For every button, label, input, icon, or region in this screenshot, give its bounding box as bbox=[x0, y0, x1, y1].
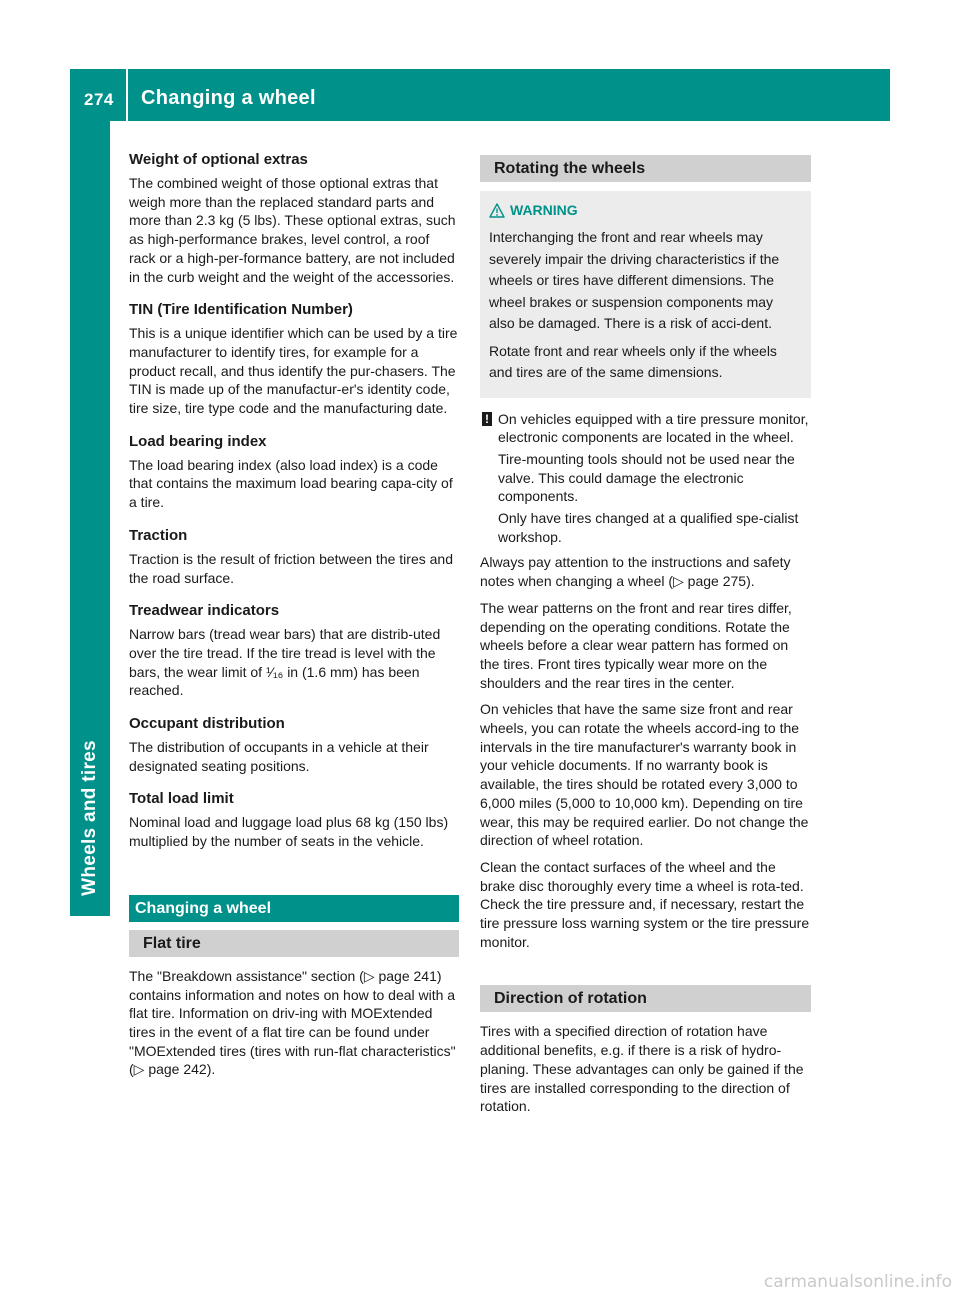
term-body: Narrow bars (tread wear bars) that are distrib-uted over the tire tread. If the tire tread is level with the bars, the wear limit of ¹⁄₁₆ in (1.6 mm) has been reached. bbox=[129, 626, 441, 699]
term-body: Traction is the result of friction between the tires and the road surface. bbox=[129, 550, 453, 586]
warning-label: WARNING bbox=[510, 202, 578, 218]
term-title: Traction bbox=[129, 526, 188, 544]
header-divider bbox=[126, 69, 128, 121]
subsection-heading-flat-tire: Flat tire bbox=[129, 930, 459, 957]
warning-triangle-icon bbox=[489, 203, 505, 218]
watermark: carmanualsonline.info bbox=[763, 1272, 952, 1292]
side-chapter-label: Wheels and tires bbox=[79, 739, 101, 896]
paragraph: Always pay attention to the instructions and safety notes when changing a wheel (▷ page 275). bbox=[480, 554, 791, 590]
term-traction bbox=[129, 526, 459, 587]
side-chapter-title bbox=[72, 720, 108, 915]
term-body: The combined weight of those optional extras that weigh more than the replaced standard parts and more than 2.3 kg (5 lbs). These optional extras, such as high-performance brakes, level control, a roof rack or a high-per-formance battery, are not included in the curb weight and the weight of the accessories. bbox=[129, 175, 456, 285]
notice-block bbox=[480, 410, 811, 550]
notice-text: Only have tires changed at a qualified spe-cialist workshop. bbox=[498, 510, 799, 545]
term-occupant-distribution bbox=[129, 714, 459, 775]
term-title: Occupant distribution bbox=[129, 715, 285, 733]
term-tin bbox=[129, 300, 459, 418]
paragraph: On vehicles that have the same size front and rear wheels, you can rotate the wheels accord-ing to the intervals in the tire manufacturer's warranty book in your vehicle documents. If no warranty book is available, the tires should be rotated every 3,000 to 6,000 miles (5,000 to 10,000 km). Depending on tire wear, this may be required earlier. Do not change the direction of wheel rotation. bbox=[480, 701, 809, 849]
term-title: Weight of optional extras bbox=[129, 151, 308, 168]
term-load-bearing-index bbox=[129, 432, 459, 512]
notice-body bbox=[498, 410, 811, 550]
subsection-heading-direction-rotation: Direction of rotation bbox=[480, 985, 811, 1012]
term-weight-optional-extras bbox=[129, 150, 459, 286]
term-title: TIN (Tire Identification Number) bbox=[129, 301, 353, 319]
warning-box bbox=[480, 191, 811, 398]
subsection-heading-rotating-wheels: Rotating the wheels bbox=[480, 155, 811, 182]
term-body: The load bearing index (also load index) is a code that contains the maximum load bearing capa-city of a tire. bbox=[129, 456, 453, 511]
page-number: 274 bbox=[84, 90, 114, 109]
term-title: Load bearing index bbox=[129, 432, 267, 450]
exclamation-icon: ! bbox=[482, 412, 492, 426]
notice-text: On vehicles equipped with a tire pressure monitor, electronic components are located in the wheel. bbox=[498, 410, 809, 446]
term-total-load-limit bbox=[129, 789, 459, 850]
page-title: Changing a wheel bbox=[141, 87, 316, 109]
warning-header bbox=[489, 202, 802, 218]
section-heading-label: Changing a wheel bbox=[135, 899, 272, 917]
warning-text: Rotate front and rear wheels only if the wheels and tires are of the same dimensions. bbox=[489, 342, 777, 380]
flat-tire-text: The "Breakdown assistance" section (▷ page 241) contains information and notes on how to deal with a flat tire. Information on driv-ing with MOExtended tires in the event of a flat tire can be found under "MOExtended tires (tires with run-flat characteristics" (▷ page 242). bbox=[129, 967, 456, 1078]
notice-text: Tire-mounting tools should not be used near the valve. This could damage the electronic components. bbox=[498, 450, 795, 505]
term-body: Nominal load and luggage load plus 68 kg (150 lbs) multiplied by the number of seats in the vehicle. bbox=[129, 814, 449, 850]
term-treadwear-indicators bbox=[129, 601, 459, 700]
term-body: This is a unique identifier which can be used by a tire manufacturer to identify tires, for example for a product recall, and thus identify the pur-chasers. The TIN is made up of the manufactur-er's identity code, tire size, tire type code and the manufacturing date. bbox=[129, 325, 458, 417]
term-body: The distribution of occupants in a vehicle at their designated seating positions. bbox=[129, 739, 429, 774]
paragraph: Clean the contact surfaces of the wheel and the brake disc thoroughly every time a wheel is rota-ted. Check the tire pressure and, if necessary, restart the tire pressure loss warning system or the tire pressure monitor. bbox=[480, 858, 810, 950]
paragraph: The wear patterns on the front and rear tires differ, depending on the operating conditions. Rotate the wheels before a clear wear pattern has formed on the tires. Front tires typically wear more on the shoulders and the rear tires in the center. bbox=[480, 599, 792, 691]
section-heading-changing-wheel bbox=[129, 895, 459, 922]
term-title: Treadwear indicators bbox=[129, 602, 280, 620]
term-title: Total load limit bbox=[129, 790, 234, 808]
right-column bbox=[480, 150, 811, 1124]
warning-text: Interchanging the front and rear wheels may severely impair the driving characteristics if the wheels or tires have different dimensions. The wheel brakes or suspension components may also be damaged. There is a risk of acci-dent. bbox=[489, 229, 780, 331]
direction-text: Tires with a specified direction of rotation have additional benefits, e.g. if there is a risk of hydro-planing. These advantages can only be gained if the tires are installed corresponding to the direction of rotation. bbox=[480, 1023, 804, 1115]
left-column bbox=[129, 150, 459, 1087]
